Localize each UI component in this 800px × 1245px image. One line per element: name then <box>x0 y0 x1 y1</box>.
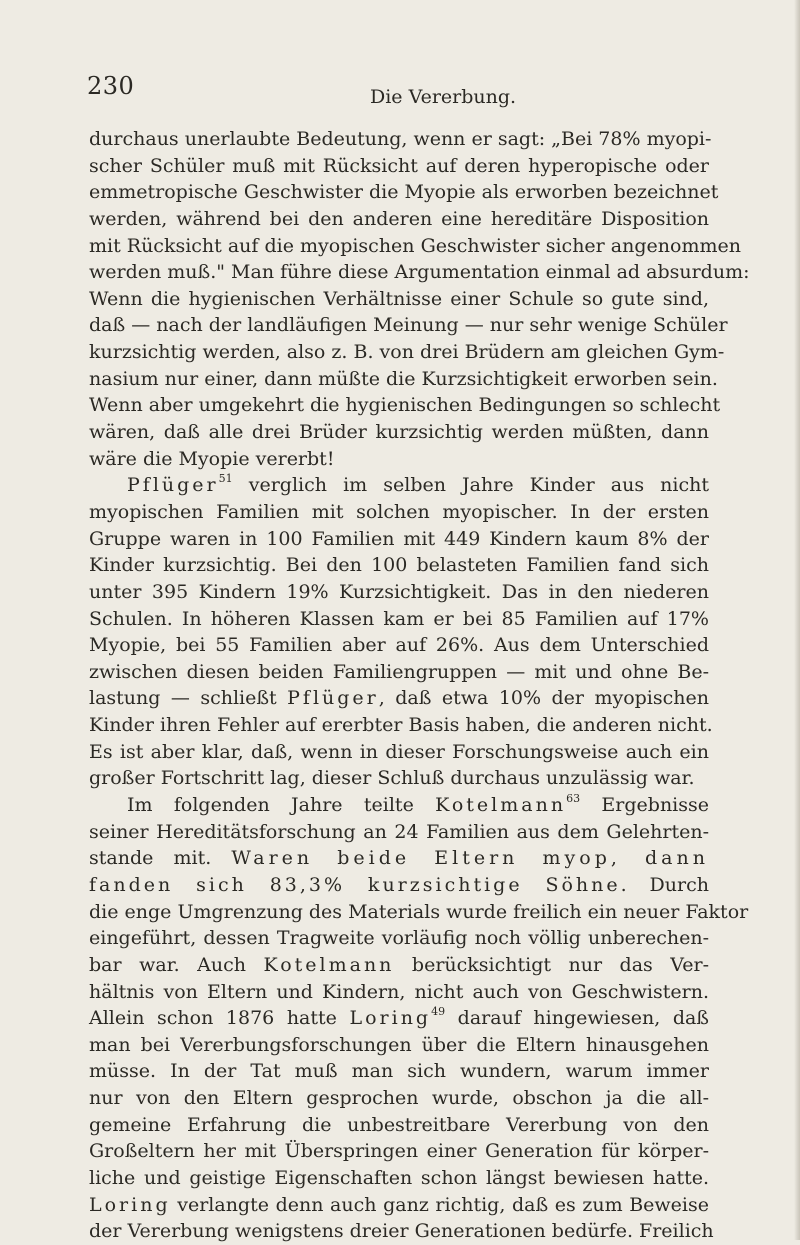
text-line: liche und geistige Eigenschaften schon längst bewiesen hatte. <box>89 1166 709 1189</box>
text-run: stande mit. <box>89 847 232 870</box>
text-line: eingeführt, dessen Tragweite vorläufig noch völlig unberechen- <box>89 927 709 950</box>
text-run: verlangte denn auch ganz richtig, daß es zum Beweise <box>170 1193 709 1216</box>
running-head: Die Vererbung. <box>370 86 517 108</box>
text-line: werden, während bei den anderen eine hereditäre Disposition <box>89 207 709 230</box>
text-line: scher Schüler muß mit Rücksicht auf deren hyperopische oder <box>89 154 709 177</box>
text-line: wären, daß alle drei Brüder kurzsichtig werden müßten, dann <box>89 421 709 444</box>
text-line <box>89 472 709 499</box>
text-line: gemeine Erfahrung die unbestreitbare Vererbung von den <box>89 1113 709 1136</box>
text-line: emmetropische Geschwister die Myopie als erworben bezeichnet <box>89 181 719 204</box>
page-number: 230 <box>87 72 135 100</box>
text-run: Durch <box>629 873 709 896</box>
text-line: wäre die Myopie vererbt! <box>89 447 335 470</box>
footnote-ref: 51 <box>218 472 233 485</box>
page-edge-shadow <box>794 0 800 1240</box>
text-line: die enge Umgrenzung des Materials wurde freilich ein neuer Faktor <box>89 900 749 923</box>
text-run: lastung — schließt <box>89 687 288 710</box>
text-line: unter 395 Kindern 19% Kurzsichtigkeit. Das in den niederen <box>89 580 709 603</box>
author-name: Loring <box>89 1193 171 1216</box>
text-line: daß — nach der landläufigen Meinung — nur sehr wenige Schüler <box>89 314 728 337</box>
text-line: Wenn aber umgekehrt die hygienischen Bedingungen so schlecht <box>89 394 721 417</box>
text-line: Schulen. In höheren Klassen kam er bei 85 Familien auf 17% <box>89 607 709 630</box>
text-line <box>89 952 709 979</box>
author-name: Loring <box>349 1007 432 1030</box>
text-line: werden muß." Man führe diese Argumentation einmal ad absurdum: <box>89 261 750 284</box>
text-line <box>89 685 709 712</box>
author-name: Kotelmann <box>435 794 567 817</box>
text-line <box>89 872 709 899</box>
text-line: müsse. In der Tat muß man sich wundern, warum immer <box>89 1060 709 1083</box>
text-line <box>89 792 709 819</box>
emphasized-text: fanden sich 83,3% kurzsichtige Söhne. <box>89 873 630 896</box>
text-line: Es ist aber klar, daß, wenn in dieser Forschungsweise auch ein <box>89 740 709 763</box>
text-line: mit Rücksicht auf die myopischen Geschwister sicher angenommen <box>89 234 741 257</box>
text-line: hältnis von Eltern und Kindern, nicht auch von Geschwistern. <box>89 980 709 1003</box>
text-line: Wenn die hygienischen Verhältnisse einer Schule so gute sind, <box>89 287 709 310</box>
author-name: Kotelmann <box>263 953 395 976</box>
text-run: Im folgenden Jahre teilte <box>127 794 436 817</box>
text-line: durchaus unerlaubte Bedeutung, wenn er sagt: „Bei 78% myopi- <box>89 128 712 150</box>
text-line: man bei Vererbungsforschungen über die Eltern hinausgehen <box>89 1033 709 1056</box>
text-line: Myopie, bei 55 Familien aber auf 26%. Aus dem Unterschied <box>89 634 709 657</box>
text-line: Kinder ihren Fehler auf ererbter Basis haben, die anderen nicht. <box>89 714 713 737</box>
text-line: myopischen Familien mit solchen myopischer. In der ersten <box>89 500 709 523</box>
text-run: Ergebnisse <box>580 794 710 817</box>
author-name: Pflüger <box>287 687 379 710</box>
text-line <box>89 1005 709 1032</box>
text-run: darauf hingewiesen, daß <box>445 1007 709 1030</box>
text-line: zwischen diesen beiden Familiengruppen — mit und ohne Be- <box>89 660 709 683</box>
text-line: Gruppe waren in 100 Familien mit 449 Kindern kaum 8% der <box>89 527 709 550</box>
text-line: kurzsichtig werden, also z. B. von drei Brüdern am gleichen Gym- <box>89 341 725 364</box>
text-run: , daß etwa 10% der myopischen <box>378 687 709 710</box>
body-text <box>89 126 750 1245</box>
emphasized-text: Waren beide Eltern myop, dann <box>231 847 709 870</box>
text-run: Allein schon 1876 hatte <box>89 1007 350 1030</box>
text-line <box>89 845 709 872</box>
footnote-ref: 49 <box>431 1004 446 1018</box>
author-name: Pflüger <box>127 474 219 497</box>
text-line: Kinder kurzsichtig. Bei den 100 belasteten Familien fand sich <box>89 554 709 577</box>
footnote-ref: 63 <box>566 791 581 805</box>
text-line: Großeltern her mit Überspringen einer Generation für körper- <box>89 1140 709 1163</box>
text-run: verglich im selben Jahre Kinder aus nicht <box>232 474 709 497</box>
text-line <box>89 1192 709 1219</box>
text-line: nasium nur einer, dann müßte die Kurzsichtigkeit erworben sein. <box>89 367 718 390</box>
text-run: bar war. Auch <box>89 953 264 976</box>
text-line: der Vererbung wenigstens dreier Generationen bedürfe. Freilich <box>89 1220 714 1243</box>
text-line: seiner Hereditätsforschung an 24 Familien aus dem Gelehrten- <box>89 820 709 843</box>
text-line: nur von den Eltern gesprochen wurde, obschon ja die all- <box>89 1087 709 1110</box>
text-run: berücksichtigt nur das Ver- <box>394 953 709 976</box>
text-line: großer Fortschritt lag, dieser Schluß durchaus unzulässig war. <box>89 767 695 790</box>
